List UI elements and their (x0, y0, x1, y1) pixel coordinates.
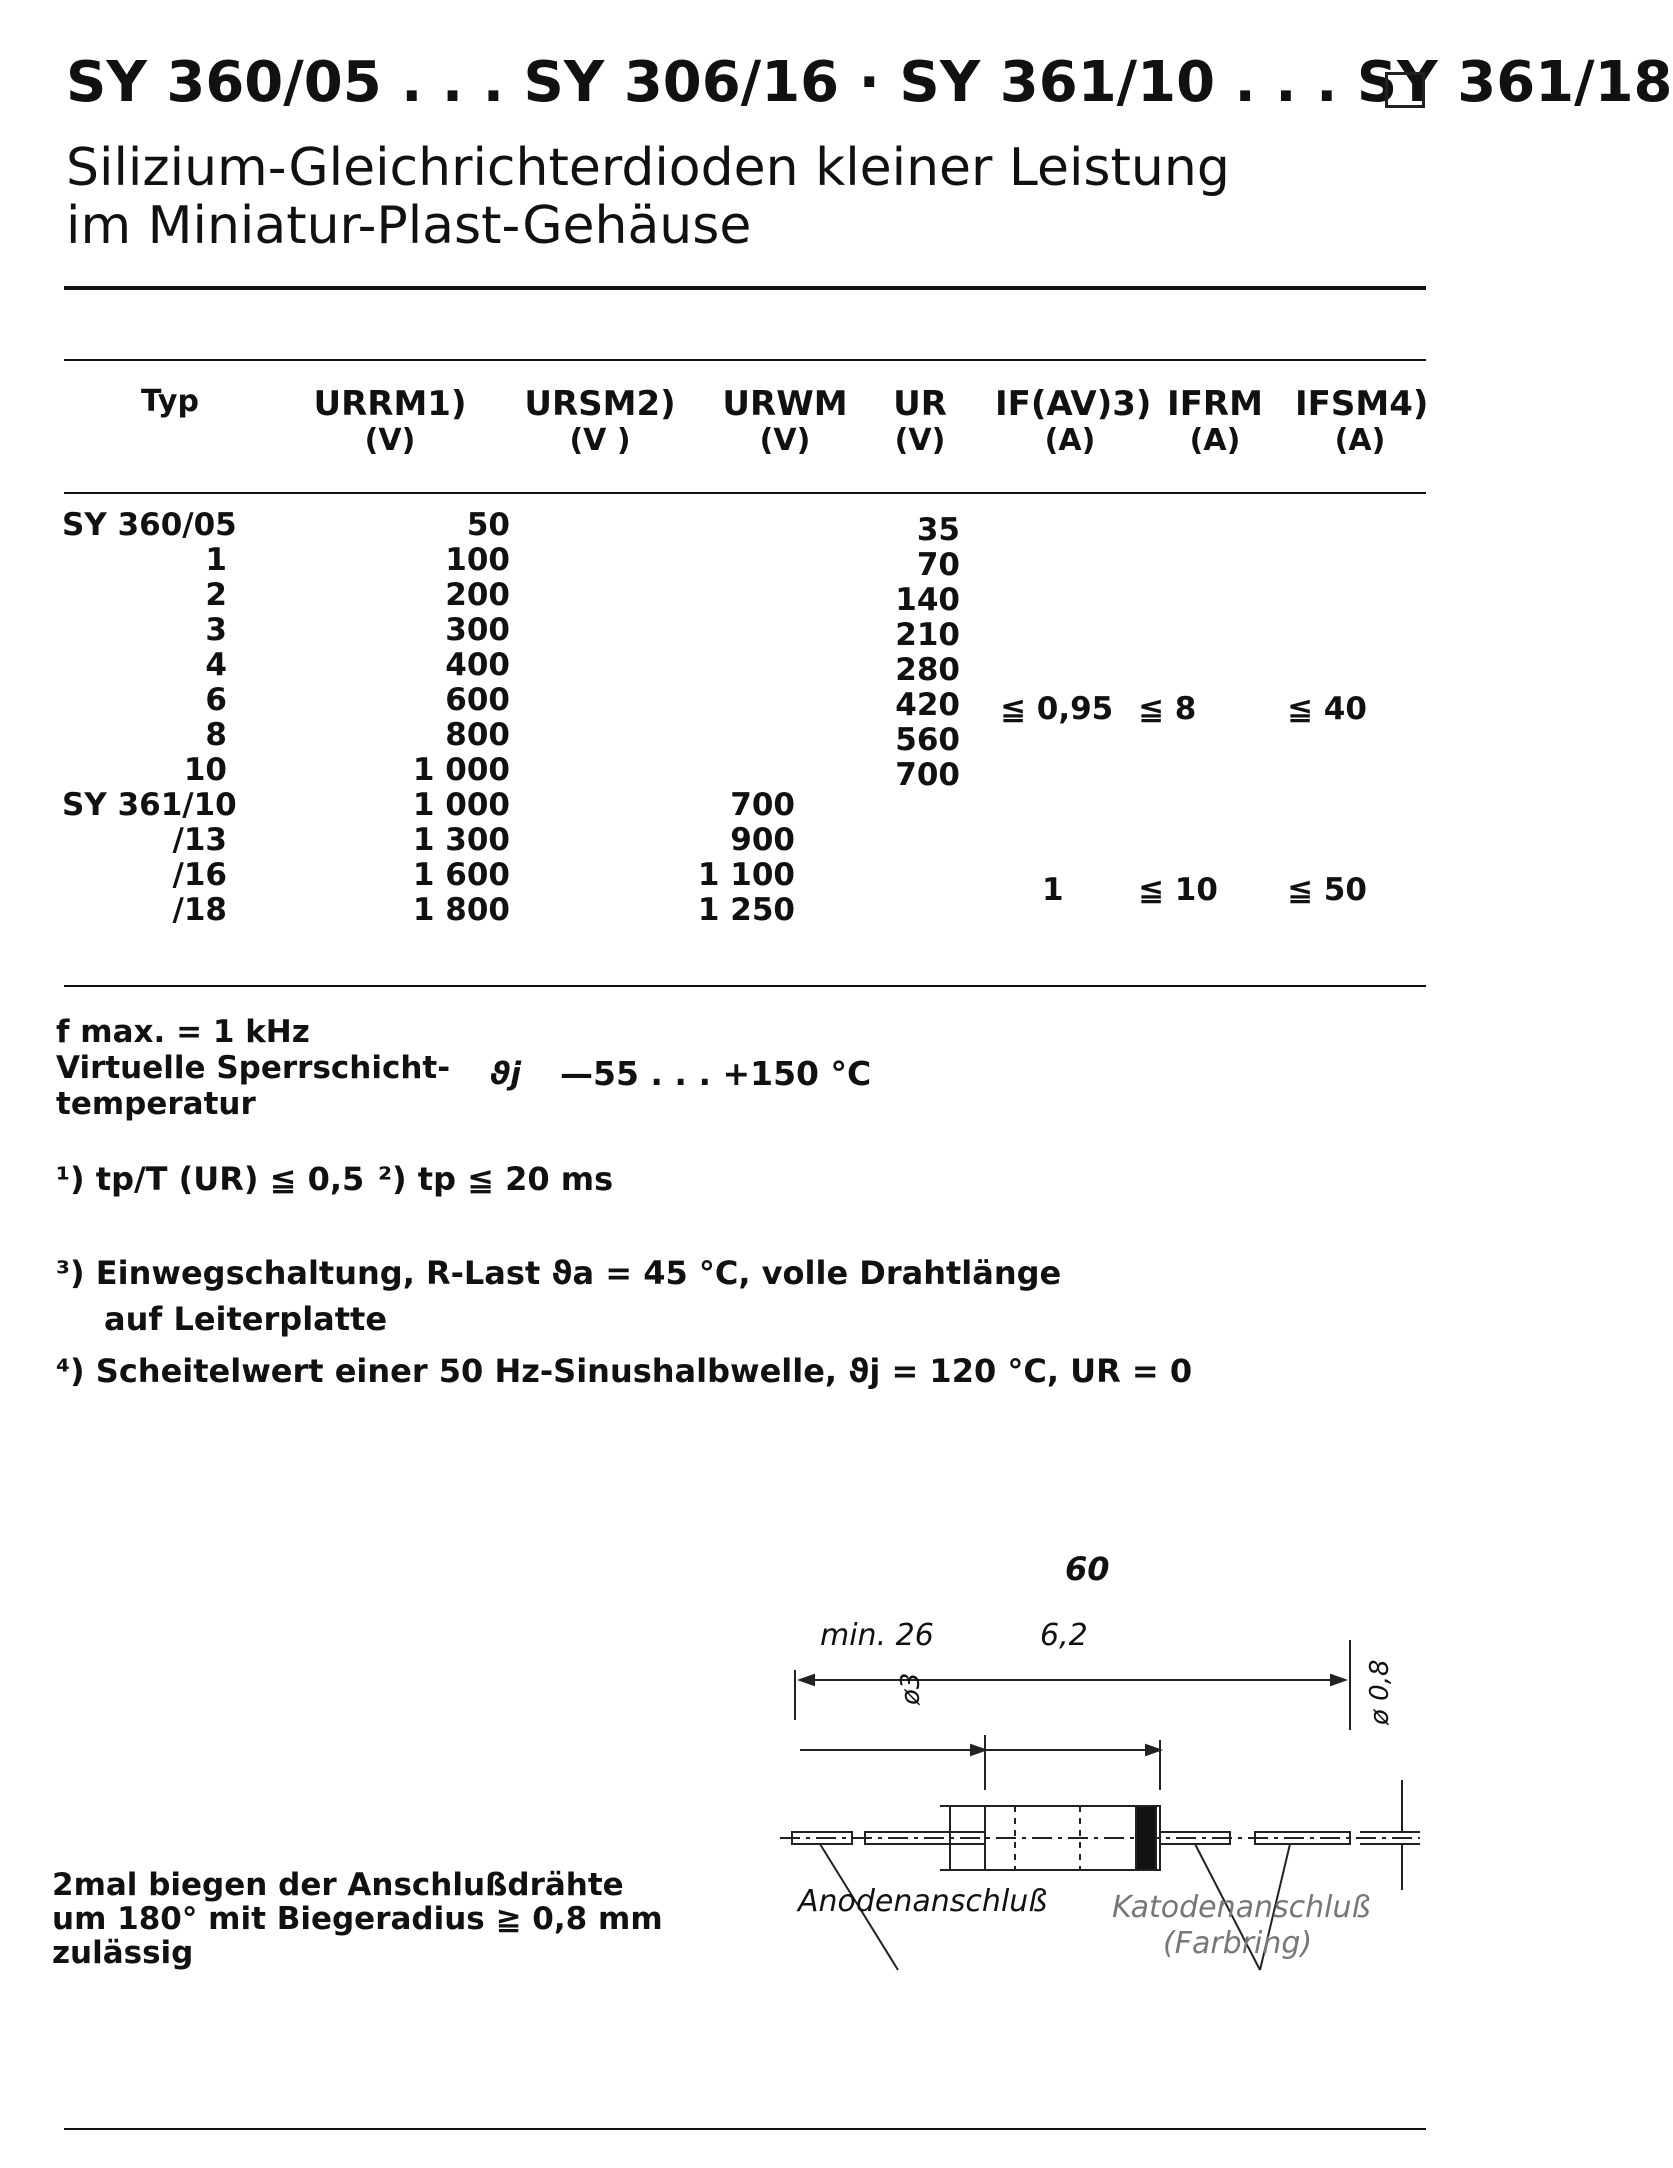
ifav-group2: 1 (1042, 872, 1064, 908)
dim-min-label: min. 26 (820, 1618, 934, 1653)
table-cell: 140 (895, 582, 960, 618)
dim-total-label: 60 (1065, 1550, 1110, 1588)
footnote-3-line-1: ³) Einwegschaltung, R-Last ϑa = 45 °C, volle Drahtlänge (56, 1254, 1062, 1292)
subtitle-line-1: Silizium-Gleichrichterdioden kleiner Leistung (66, 138, 1230, 198)
table-row: 6 (205, 682, 227, 718)
table-row: /13 (172, 822, 227, 858)
table-cell: 600 (445, 682, 510, 718)
table-bottom-rule (64, 985, 1426, 987)
table-cell: 50 (466, 507, 510, 543)
dim-body-label: 6,2 (1040, 1618, 1088, 1653)
table-cell: 35 (916, 512, 960, 548)
ur-column (860, 513, 960, 793)
table-cell: 210 (895, 617, 960, 653)
ifsm-group1: ≦ 40 (1287, 691, 1367, 727)
urrm-column (380, 508, 510, 928)
header-ifrm: IFRM (A) (1167, 384, 1263, 459)
table-row: 2 (205, 577, 227, 613)
table-cell: 1 600 (412, 857, 510, 893)
title-rule (64, 286, 1426, 290)
table-cell: 1 000 (412, 752, 510, 788)
arrow (1146, 1745, 1160, 1755)
dim-diam-wire-label: ø 0,8 (1365, 1659, 1395, 1725)
footnote-2: ²) tp ≦ 20 ms (378, 1160, 614, 1198)
table-cell: 400 (445, 647, 510, 683)
header-urwm: URWM (V) (722, 384, 848, 459)
table-cell: 100 (445, 542, 510, 578)
temp-symbol: ϑj (490, 1056, 522, 1092)
table-row: /18 (172, 892, 227, 928)
table-cell: 560 (895, 722, 960, 758)
anode-label: Anodenanschluß (798, 1884, 1048, 1919)
table-top-rule (64, 359, 1426, 361)
table-cell: 420 (895, 687, 960, 723)
table-row: 8 (205, 717, 227, 753)
temp-label-1: Virtuelle Sperrschicht- (56, 1050, 451, 1086)
typ-column (62, 507, 237, 928)
table-row: SY 361/10 (62, 787, 237, 823)
header-ifav: IF(AV)3) (A) (995, 384, 1152, 459)
table-cell: 1 100 (697, 857, 795, 893)
table-row: 4 (205, 647, 227, 683)
fmax-note: f max. = 1 kHz (56, 1014, 310, 1050)
temp-label-2: temperatur (56, 1086, 256, 1122)
arrow (1331, 1675, 1345, 1685)
table-cell: 280 (895, 652, 960, 688)
header-ifsm: IFSM4) (A) (1295, 384, 1429, 459)
table-cell: 900 (730, 822, 795, 858)
table-cell: 1 000 (412, 787, 510, 823)
ifrm-group2: ≦ 10 (1138, 872, 1218, 908)
cathode-label: Katodenanschluß (1112, 1890, 1371, 1925)
footnote-1: ¹) tp/T (UR) ≦ 0,5 (56, 1160, 365, 1198)
temp-range: —55 . . . +150 °C (560, 1054, 872, 1093)
footnote-3-line-2: auf Leiterplatte (104, 1300, 388, 1338)
table-row: 1 (205, 542, 227, 578)
bottom-rule (64, 2128, 1426, 2130)
arrow (971, 1745, 985, 1755)
table-cell: 200 (445, 577, 510, 613)
bending-note: 2mal biegen der Anschlußdrähte um 180° mit Biegeradius ≧ 0,8 mm zulässig (52, 1867, 663, 1971)
header-typ: Typ (141, 384, 199, 419)
ifrm-group1: ≦ 8 (1138, 691, 1197, 727)
header-ursm: URSM2) (V ) (524, 384, 676, 459)
header-ur: UR (V) (893, 384, 947, 459)
subtitle-line-2: im Miniatur-Plast-Gehäuse (66, 196, 752, 256)
cathode-band (1136, 1806, 1156, 1870)
footnote-4: ⁴) Scheitelwert einer 50 Hz-Sinushalbwelle, ϑj = 120 °C, UR = 0 (56, 1352, 1193, 1390)
table-row: 3 (205, 612, 227, 648)
arrow (800, 1675, 814, 1685)
table-row: SY 360/05 (62, 507, 237, 543)
table-cell: 1 800 (412, 892, 510, 928)
table-cell: 800 (445, 717, 510, 753)
urwm-column (680, 788, 795, 928)
dim-diam-body-label: ø3 (896, 1672, 926, 1705)
table-cell: 300 (445, 612, 510, 648)
table-cell: 70 (916, 547, 960, 583)
table-cell: 700 (730, 787, 795, 823)
table-row: /16 (172, 857, 227, 893)
ifsm-group2: ≦ 50 (1287, 872, 1367, 908)
table-cell: 1 250 (697, 892, 795, 928)
table-cell: 700 (895, 757, 960, 793)
table-cell: 1 300 (412, 822, 510, 858)
ifav-group1: ≦ 0,95 (1000, 691, 1114, 727)
table-header-rule (64, 492, 1426, 494)
table-row: 10 (183, 752, 227, 788)
document-title: SY 360/05 . . . SY 306/16 · SY 361/10 . . . SY 361/18 (66, 50, 1673, 115)
cathode-label-2: (Farbring) (1163, 1926, 1313, 1961)
checkbox[interactable] (1385, 72, 1425, 108)
header-urrm: URRM1) (V) (313, 384, 467, 459)
